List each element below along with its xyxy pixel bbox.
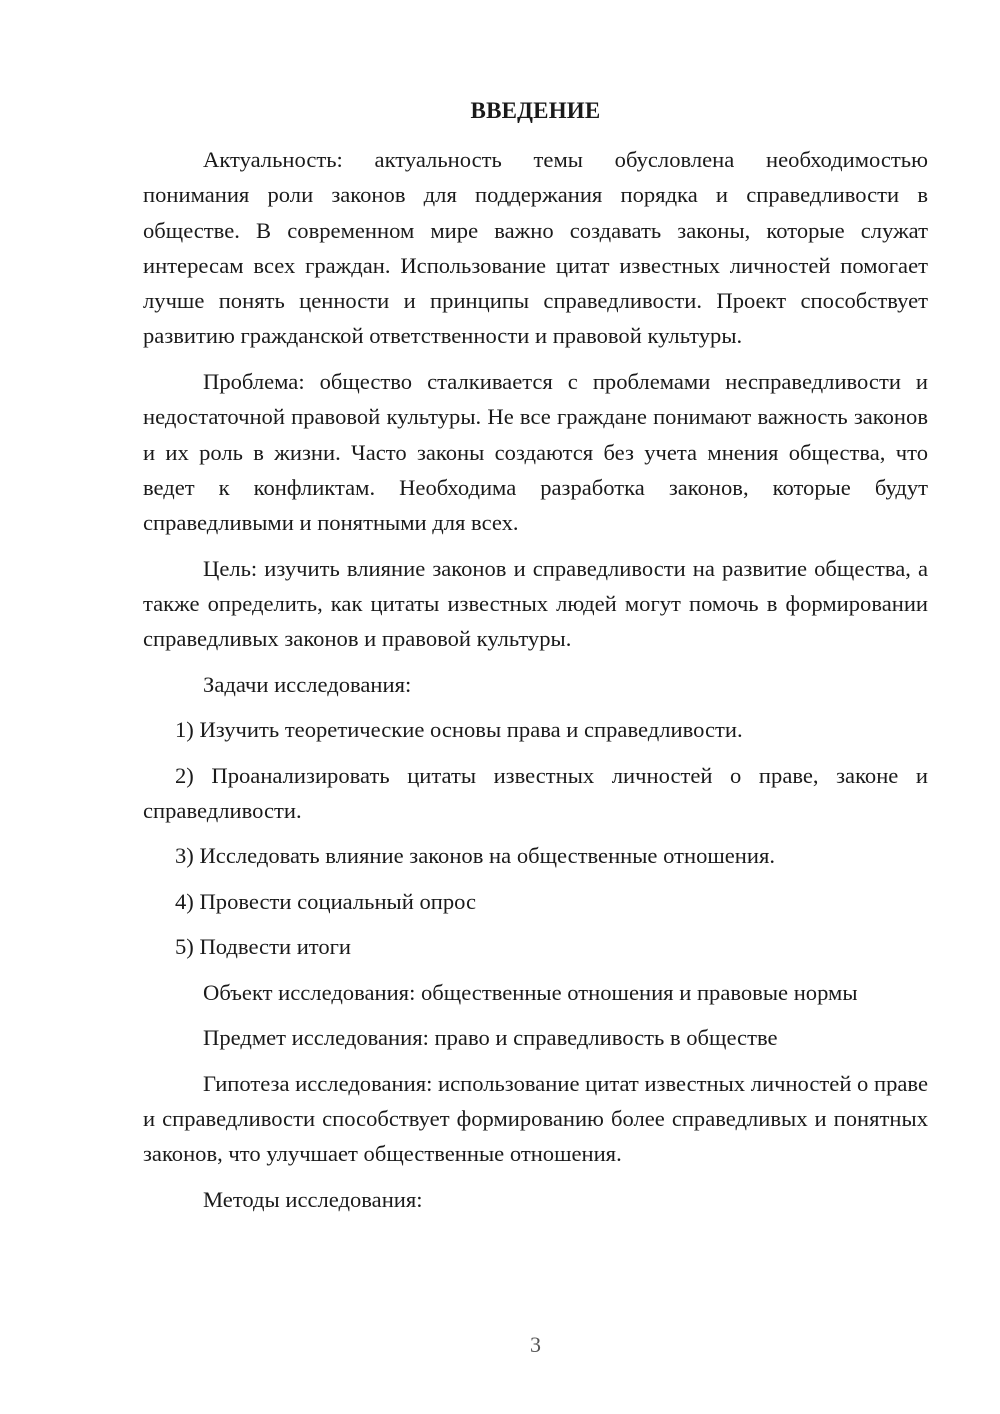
paragraph-relevance: Актуальность: актуальность темы обусловлена необходимостью понимания роли законов для поддержания порядка и справедливости в обществе. В современном мире важно создавать законы, которые служат интересам всех граждан. Использование цитат известных личностей помогает лучше понять ценности и принципы справедливости. Проект способствует развитию гражданской ответственности и правовой культуры.: [143, 147, 928, 349]
paragraph-hypothesis: Гипотеза исследования: использование цитат известных личностей о праве и справедливости способствует формированию более справедливых и понятных законов, что улучшает общественные отношения.: [143, 1070, 928, 1167]
task-item-3: 3) Исследовать влияние законов на общественные отношения.: [175, 843, 776, 869]
page-number: 3: [530, 1332, 541, 1357]
paragraph-subject: Предмет исследования: право и справедливость в обществе: [203, 1025, 778, 1051]
document-body: [143, 142, 928, 1227]
paragraph-goal: Цель: изучить влияние законов и справедливости на развитие общества, а также определить, как цитаты известных людей могут помочь в формировании справедливых законов и правовой культуры.: [143, 555, 928, 652]
document-page: [143, 0, 928, 1414]
paragraph-tasks-heading: Задачи исследования:: [203, 671, 412, 697]
paragraph-problem: Проблема: общество сталкивается с проблемами несправедливости и недостаточной правовой культуры. Не все граждане понимают важность законов и их роль в жизни. Часто законы создаются без учета мнения общества, что ведет к конфликтам. Необходима разработка законов, которые будут справедливыми и понятными для всех.: [143, 368, 928, 536]
task-item-5: 5) Подвести итоги: [175, 934, 352, 960]
page-title: ВВЕДЕНИЕ: [470, 98, 601, 123]
paragraph-object: Объект исследования: общественные отношения и правовые нормы: [203, 979, 858, 1005]
task-item-4: 4) Провести социальный опрос: [175, 888, 477, 914]
task-item-2: 2) Проанализировать цитаты известных личностей о праве, законе и справедливости.: [143, 762, 928, 823]
task-item-1: 1) Изучить теоретические основы права и справедливости.: [175, 717, 743, 743]
paragraph-methods: Методы исследования:: [203, 1186, 423, 1212]
